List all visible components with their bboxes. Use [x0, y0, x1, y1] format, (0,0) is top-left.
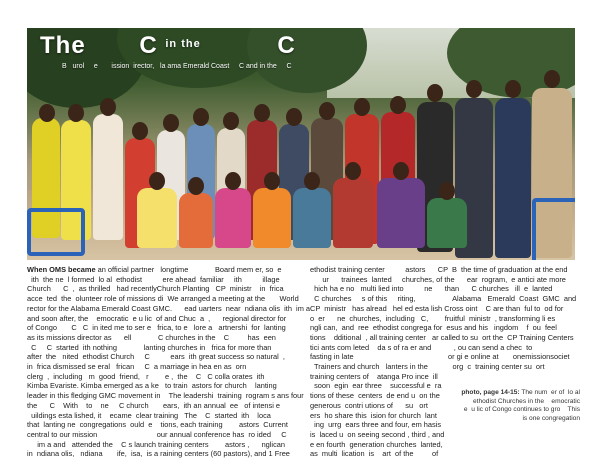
body-line: Church C , as thrilled had recentlyChurch Planting CP ministr in frica [27, 284, 284, 294]
body-line: training centers of atanga Pro ince ill [310, 371, 438, 381]
body-line: e en fourth generation churches lanted, [310, 439, 443, 449]
blue-chair [532, 198, 575, 260]
body-line: the C With to ne C church ears, ith an annual ee of intensi e [27, 400, 281, 410]
body-line: generous contri utions of su ort [310, 400, 428, 410]
body-line: that lanting ne congregations ould e tions, each training astors Current [27, 420, 288, 430]
body-column-left [27, 265, 311, 459]
title-small-in-the: in the [165, 38, 201, 50]
head [345, 162, 361, 180]
body-line: tions dditional , all training center ar called to su ort the CP Training Centers [310, 332, 574, 342]
head [188, 177, 204, 195]
caption-line: is one congregation [522, 415, 580, 423]
body-column-right [310, 265, 578, 459]
body-line: tici ants com leted da s of ra er and , ou can send a chec to [310, 342, 533, 352]
body-line: as multi lication is art of the of [310, 449, 439, 459]
body-line: after the nited ethodist Church C ears ith great success so natural , [27, 352, 285, 362]
body-line: C C started ith nothing lanting churches in frica for more than [27, 342, 272, 352]
body-line: tions of these centers de end u on the [310, 391, 440, 401]
head [286, 108, 302, 126]
person [377, 178, 425, 248]
body-line: o er ne churches, including C, fruitful ministr , transforming li es [310, 313, 556, 323]
head [193, 108, 209, 126]
caption-line: e u lic of Congo continues to gro This [463, 406, 580, 414]
page-subtitle: B urol e ission irector, la ama Emerald Coast C and in the C [62, 63, 292, 70]
person [253, 188, 291, 248]
body-line: ing urrg ears three and four, em hasis [310, 420, 442, 430]
head [254, 104, 270, 122]
body-line: uildings esta lished, it ecame clear training The C started ith loca [27, 410, 271, 420]
head [427, 84, 443, 102]
body-line: rector for the Alabama Emerald Coast GMC. ead uarters near ndiana olis ith im a [27, 303, 311, 313]
body-line: soon egin ear three successful e ra [310, 381, 442, 391]
head [354, 98, 370, 116]
head [132, 122, 148, 140]
body-line: C churches s of this riting, Alabama Emerald Coast GMC and [310, 294, 577, 304]
head [304, 172, 320, 190]
head [439, 182, 455, 200]
head [319, 102, 335, 120]
head [163, 114, 179, 132]
body-line: hich ha e no multi lied into ne than C churches ill e lanted [310, 284, 553, 294]
head [264, 172, 280, 190]
head [505, 80, 521, 98]
page-title [40, 32, 296, 60]
person [137, 188, 177, 248]
body-line: fasting in late or gi e online at onemissionsociet [310, 352, 570, 362]
caption-label: photo, page 14-15: [461, 389, 520, 396]
person [93, 114, 123, 240]
head [393, 162, 409, 180]
title-letter-c-2: C [277, 32, 296, 59]
person [215, 188, 251, 248]
head [225, 172, 241, 190]
body-line: ers ho share this ision for church lant [310, 410, 437, 420]
head [544, 70, 560, 88]
body-line: Trainers and church lanters in the org c training center su ort [310, 362, 545, 372]
title-word-the: The [40, 32, 86, 59]
person [179, 193, 213, 248]
photo-caption [440, 389, 580, 424]
body-line: im a and attended the C s launch training centers astors , nglican [27, 439, 285, 449]
person [495, 98, 531, 258]
body-line: Kimba Evariste. Kimba emerged as a ke to train astors for church lanting [27, 381, 277, 391]
body-line: in frica dismissed se eral frican C a marriage in hea en as orn [27, 362, 247, 372]
body-line: ith the ne l formed lo al ethodist ere ahead familiar ith illage [27, 274, 280, 284]
lead-in-bold: When OMS became [27, 265, 96, 274]
body-line: and soon after, the emocratic e u lic of and Chuc a , regional director for [27, 313, 287, 323]
body-line: acce ted the olunteer role of missions di We arranged a meeting at the World [27, 294, 299, 304]
head [68, 104, 84, 122]
head [390, 96, 406, 114]
body-line: ur trainees lanted churches, of the ear rogram, e antici ate more [310, 274, 566, 284]
body-line: ngli can, and ree ethodist congrega for esus and his ingdom f ou feel [310, 323, 557, 333]
body-line: leader in this fledging GMC movement in The leadershi training rogram s ans four [27, 391, 304, 401]
person [333, 178, 373, 248]
body-line: is laced u on seeing second , third , and [310, 429, 445, 439]
body-line: in ndiana olis, ndiana ife, isa, is a raining centers (60 pastors), and 1 Free [27, 449, 290, 459]
lead-in-rest: an official partner longtime Board mem er, so e [95, 265, 282, 274]
body-line: ethodist training center astors CP B the time of graduation at the end [310, 265, 568, 274]
head [39, 104, 55, 122]
head [149, 172, 165, 190]
head [466, 80, 482, 98]
head [100, 98, 116, 116]
blue-chair [27, 208, 85, 256]
head [223, 112, 239, 130]
caption-line: ethodist Churches in the emocratic [472, 397, 580, 405]
title-letter-c-1: C [139, 32, 158, 59]
body-line: as its missions director as ell C churches in the C has een [27, 332, 276, 342]
person [427, 198, 467, 248]
person [293, 188, 331, 248]
caption-line: The num er of lo al [519, 389, 580, 396]
body-line: of Congo C C in ited me to ser e frica, to e lore a artnershi for lanting [27, 323, 286, 333]
body-line: central to our mission our annual conference has ro ided C [27, 429, 287, 439]
body-line: CP ministr has alread hel ed esta lish Cross oint C are than ful to od for [310, 303, 564, 313]
body-line: clerg , including m good friend, r e , the C C colla orates ith [27, 371, 265, 381]
